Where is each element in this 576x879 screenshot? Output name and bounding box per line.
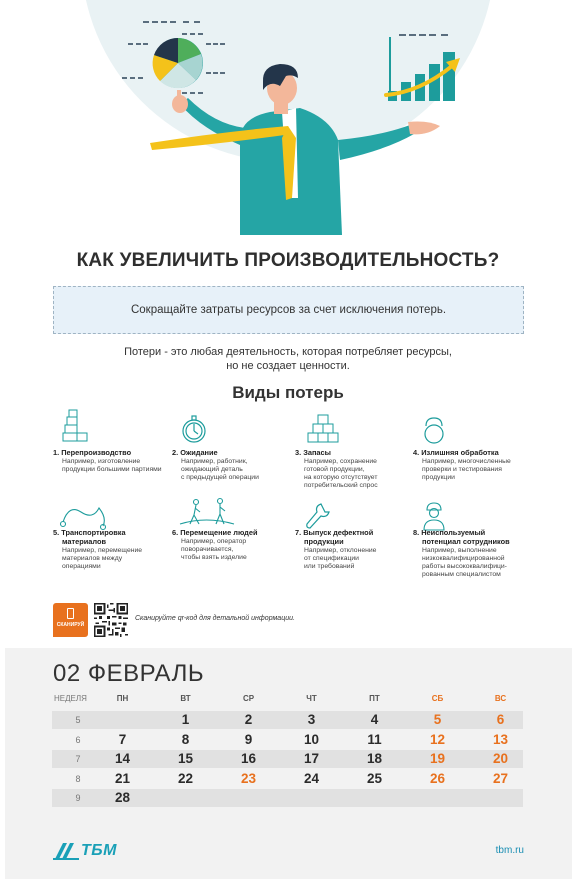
loss-item-inventory (295, 408, 420, 488)
loss-item-waiting (172, 408, 297, 481)
week-number: 8 (75, 774, 81, 784)
header-fri: ПТ (369, 694, 380, 703)
calendar-day: 15 (177, 751, 194, 766)
callout-text: Сокращайте затраты ресурсов за счет исключения потерь. (130, 304, 447, 316)
logo-text: ТБМ (81, 842, 117, 859)
calendar-day: 19 (429, 751, 446, 766)
loss-title: 3. Запасы (295, 448, 331, 457)
calendar-day: 23 (240, 771, 257, 786)
loss-item-overproduction (53, 408, 178, 478)
qr-instruction: Сканируйте qr-код для детальной информации. (135, 615, 295, 622)
calendar-week-row (52, 750, 523, 768)
week-number: 5 (75, 715, 81, 725)
callout-box (53, 286, 524, 334)
section-subtitle: Виды потерь (232, 383, 344, 402)
loss-item-defects (295, 496, 420, 576)
header-week: НЕДЕЛЯ (54, 694, 87, 703)
calendar-day: 4 (370, 712, 379, 727)
scan-badge (53, 603, 88, 637)
pie-chart-icon (153, 38, 203, 88)
calendar-day (469, 789, 532, 807)
calendar-day: 7 (118, 732, 127, 747)
calendar-day (343, 789, 406, 807)
loss-desc: Например, перемещение материалов между операциями (62, 547, 143, 570)
calendar-day (91, 711, 154, 729)
header-wed: СР (242, 694, 255, 703)
scan-badge-label: СКАНИРУЙ (56, 622, 85, 628)
calendar-day: 26 (429, 771, 446, 786)
calendar-week-row (52, 711, 523, 729)
loss-item-overprocessing (413, 408, 538, 481)
week-number: 6 (75, 735, 81, 745)
header-tue: ВТ (180, 694, 191, 703)
header-thu: ЧТ (306, 694, 317, 703)
loss-desc: Например, многочисленные проверки и тестирования продукции (422, 458, 511, 481)
calendar-day: 10 (303, 732, 320, 747)
intro-line-1: Потери - это любая деятельность, которая потребляет ресурсы, (124, 346, 452, 358)
calendar-week-row (52, 770, 523, 788)
calendar-day: 8 (181, 732, 190, 747)
loss-desc: Например, изготовление продукции большими партиями (62, 458, 162, 473)
loss-desc: Например, отклонение от спецификации или требований (304, 547, 377, 570)
boxes-pyramid-icon (303, 412, 341, 446)
loss-title: 7. Выпуск дефектной продукции (295, 528, 374, 546)
calendar-day: 11 (367, 732, 382, 747)
qr-code[interactable] (94, 603, 128, 637)
calendar-week-row (52, 789, 523, 807)
site-link[interactable]: tbm.ru (495, 845, 524, 856)
calendar-day: 9 (244, 732, 253, 747)
loss-title: 1. Перепроизводство (53, 448, 132, 457)
loss-desc: Например, сохранение готовой продукции, на которую отсутствует потребительский спрос (304, 458, 378, 489)
loss-title: 6. Перемещение людей (172, 528, 258, 537)
phone-icon (67, 608, 74, 619)
calendar-day: 28 (114, 790, 131, 805)
calendar-day (406, 789, 469, 807)
calendar-day: 24 (303, 771, 320, 786)
calendar-day: 20 (492, 751, 509, 766)
boxes-stack-icon (61, 408, 95, 442)
loss-title: 8. Неиспользуемый потенциал сотрудников (413, 528, 510, 546)
header-sat: СБ (431, 694, 444, 703)
kettlebell-icon (417, 414, 451, 448)
calendar-day: 27 (492, 771, 509, 786)
hero-illustration (0, 0, 576, 235)
intro-line-2: но не создает ценности. (226, 360, 350, 372)
calendar-day: 25 (366, 771, 383, 786)
week-number: 7 (75, 754, 81, 764)
loss-title: 2. Ожидание (172, 448, 218, 457)
calendar-day: 12 (429, 732, 446, 747)
calendar-day (280, 789, 343, 807)
calendar-day: 22 (177, 771, 194, 786)
calendar-day: 3 (307, 712, 316, 727)
loss-item-unused-talent (413, 496, 538, 586)
logo-mark-icon (53, 841, 79, 861)
calendar-day: 6 (496, 712, 505, 727)
loss-desc: Например, работник, ожидающий деталь с предыдущей операции (181, 458, 259, 481)
calendar-day: 1 (181, 712, 190, 727)
calendar-day: 21 (114, 771, 131, 786)
walking-people-icon (176, 496, 236, 530)
loss-item-motion (172, 496, 297, 576)
calendar-day (154, 789, 217, 807)
calendar (5, 648, 572, 879)
calendar-week-row (52, 731, 523, 749)
qr-row (53, 603, 523, 637)
calendar-month: 02 ФЕВРАЛЬ (53, 660, 205, 687)
loss-item-transportation (53, 496, 178, 576)
header-mon: ПН (116, 694, 129, 703)
calendar-day: 14 (114, 751, 131, 766)
loss-title: 4. Излишняя обработка (413, 448, 499, 457)
calendar-day: 5 (433, 712, 442, 727)
week-number: 9 (75, 793, 81, 803)
header-sun: ВС (494, 694, 507, 703)
calendar-day: 16 (240, 751, 257, 766)
calendar-day (217, 789, 280, 807)
calendar-day: 2 (244, 712, 253, 727)
loss-desc: Например, выполнение низкоквалифицированной работы высококвалифици- рованным специалистом (422, 547, 507, 578)
page-title: КАК УВЕЛИЧИТЬ ПРОИЗВОДИТЕЛЬНОСТЬ? (76, 250, 500, 271)
stopwatch-icon (180, 412, 214, 446)
loss-desc: Например, оператор поворачивается, чтобы взять изделие (181, 538, 247, 561)
calendar-day: 17 (303, 751, 320, 766)
calendar-day: 13 (492, 732, 509, 747)
intro-text (0, 345, 576, 373)
calendar-day: 18 (366, 751, 383, 766)
loss-title: 5. Транспортировка материалов (53, 528, 126, 546)
